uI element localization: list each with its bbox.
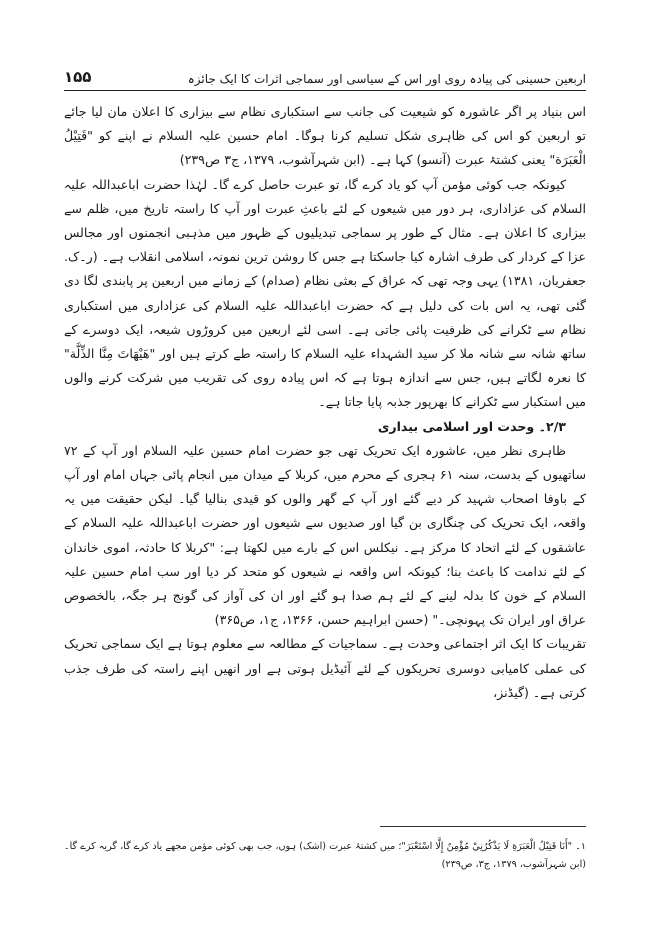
body-text <box>64 100 586 705</box>
footnote-divider <box>380 826 586 827</box>
page-header <box>64 60 586 91</box>
paragraph-2: کیونکہ جب کوئی مؤمن آپ کو یاد کرے گا، تو عبرت حاصل کرے گا۔ لہٰذا حضرت اباعبداللہ علیہ السلام کی عزاداری، ہر دور میں شیعوں کے لئے باعثِ عبرت اور آپ کا راستہ تاریخ میں، ظلم سے بیزاری کا اعلان ہے۔ مثال کے طور پر سماجی تبدیلیوں کے ظہور میں مذہبی انجمنوں اور مجالس عزا کے کردار کی طرف اشارہ کیا جاسکتا ہے جس کا روشن ترین نمونہ، اسلامی انقلاب ہے۔ (ر۔ک. جعفریان، ۱۳۸۱) یہی وجہ تھی کہ عراق کے بعثی نظام (صدام) کے زمانے میں اربعین پر پابندی لگا دی گئی تھی، یہ اس بات کی دلیل ہے کہ حضرت اباعبداللہ علیہ السلام کی عزاداری میں استکباری نظام سے ٹکرانے کی ظرفیت پائی جاتی ہے۔ اسی لئے اربعین میں کروڑوں شیعہ، ایک دوسرے کے ساتھ شانہ سے شانہ ملا کر سید الشہداء علیہ السلام کا راستہ طے کرتے ہیں اور "هَيْهَاتَ مِنَّا الذِّلَّة" کا نعرہ لگاتے ہیں، جس سے اندازہ ہوتا ہے کہ اس پیادہ روی کی تقریب میں شرکت کرنے والوں میں استکبار سے ٹکرانے کا بھرپور جذبہ پایا جاتا ہے۔ <box>64 176 586 410</box>
page-number: ۱۵۵ <box>64 68 92 86</box>
paragraph-1: اس بنیاد پر اگر عاشورہ کو شیعیت کی جانب سے استکباری نظام سے بیزاری کا اعلان مان لیا جائے تو اربعین کو اس کی ظاہری شکل تسلیم کرنا ہوگا۔ امام حسین علیہ السلام نے اپنے کو "قَتِيْلُ الْعَبَرَة" یعنی کشتۂ عبرت (آنسو) کہا ہے۔ (ابن شہرآشوب، ۱۳۷۹، ج۳ ص۲۳۹) <box>64 104 586 168</box>
paragraph-4: تقریبات کا ایک اثر اجتماعی وحدت ہے۔ سماجیات کے مطالعہ سے معلوم ہوتا ہے ایک سماجی تحریک کی عملی کامیابی دوسری تحریکوں کے لئے آئیڈیل ہوتی ہے اور انھیں اپنے راستہ کی طرف جذب کرتی ہے۔ (گیڈنز، <box>64 636 586 700</box>
paragraph-3: ظاہری نظر میں، عاشورہ ایک تحریک تھی جو حضرت امام حسین علیہ السلام اور آپ کے ۷۲ ساتھیوں کے بدست، سنہ ۶۱ ہجری کے محرم میں، کربلا کے میدان میں انجام پائی جہاں امام اور آپ کے باوفا اصحاب شہید کر دیے گئے اور آپ کے گھر والوں کو قیدی بنالیا گیا۔ لیکن حقیقت میں یہ واقعہ، ایک تحریک کی چنگاری بن گیا اور صدیوں سے شیعوں اور حضرت اباعبداللہ علیہ السلام کے عاشقوں کے لئے اتحاد کا مرکز ہے۔ نیکلس اس کے بارے میں لکھتا ہے: "کربلا کا حادثہ، اموی خاندان کے لئے ندامت کا باعث بنا؛ کیونکہ اس واقعہ نے شیعوں کو متحد کر دیا اور سب امام حسین علیہ السلام کے خون کا بدلہ لینے کے لئے ہم صدا ہو گئے اور ان کی آواز کی گونج ہر جگہ، بالخصوص عراق اور ایران تک پہونچی۔" (حسن ابراہیم حسن، ۱۳۶۶، ج۱، ص۳۶۵) <box>64 442 586 628</box>
running-title: اربعین حسینی کی پیادہ روی اور اس کے سیاسی اور سماجی اثرات کا ایک جائزہ <box>187 72 586 86</box>
footnote: ۱۔ "أَنَا قَتِيْلُ الْعَبَرَةِ لَا يَذْكُرُنِيْ مُؤْمِنٌ إِلَّا اسْتَعْبَرَ"؛ میں کشتۂ عبرت (اشک) ہوں، جب بھی کوئی مؤمن مجھے یاد کرے گا، گریہ کرے گا۔ (ابن شہرآشوب، ۱۳۷۹، ج۳، ص۲۳۹) <box>64 841 586 870</box>
section-heading: ۲/۳۔ وحدت اور اسلامی بیداری <box>377 418 566 434</box>
